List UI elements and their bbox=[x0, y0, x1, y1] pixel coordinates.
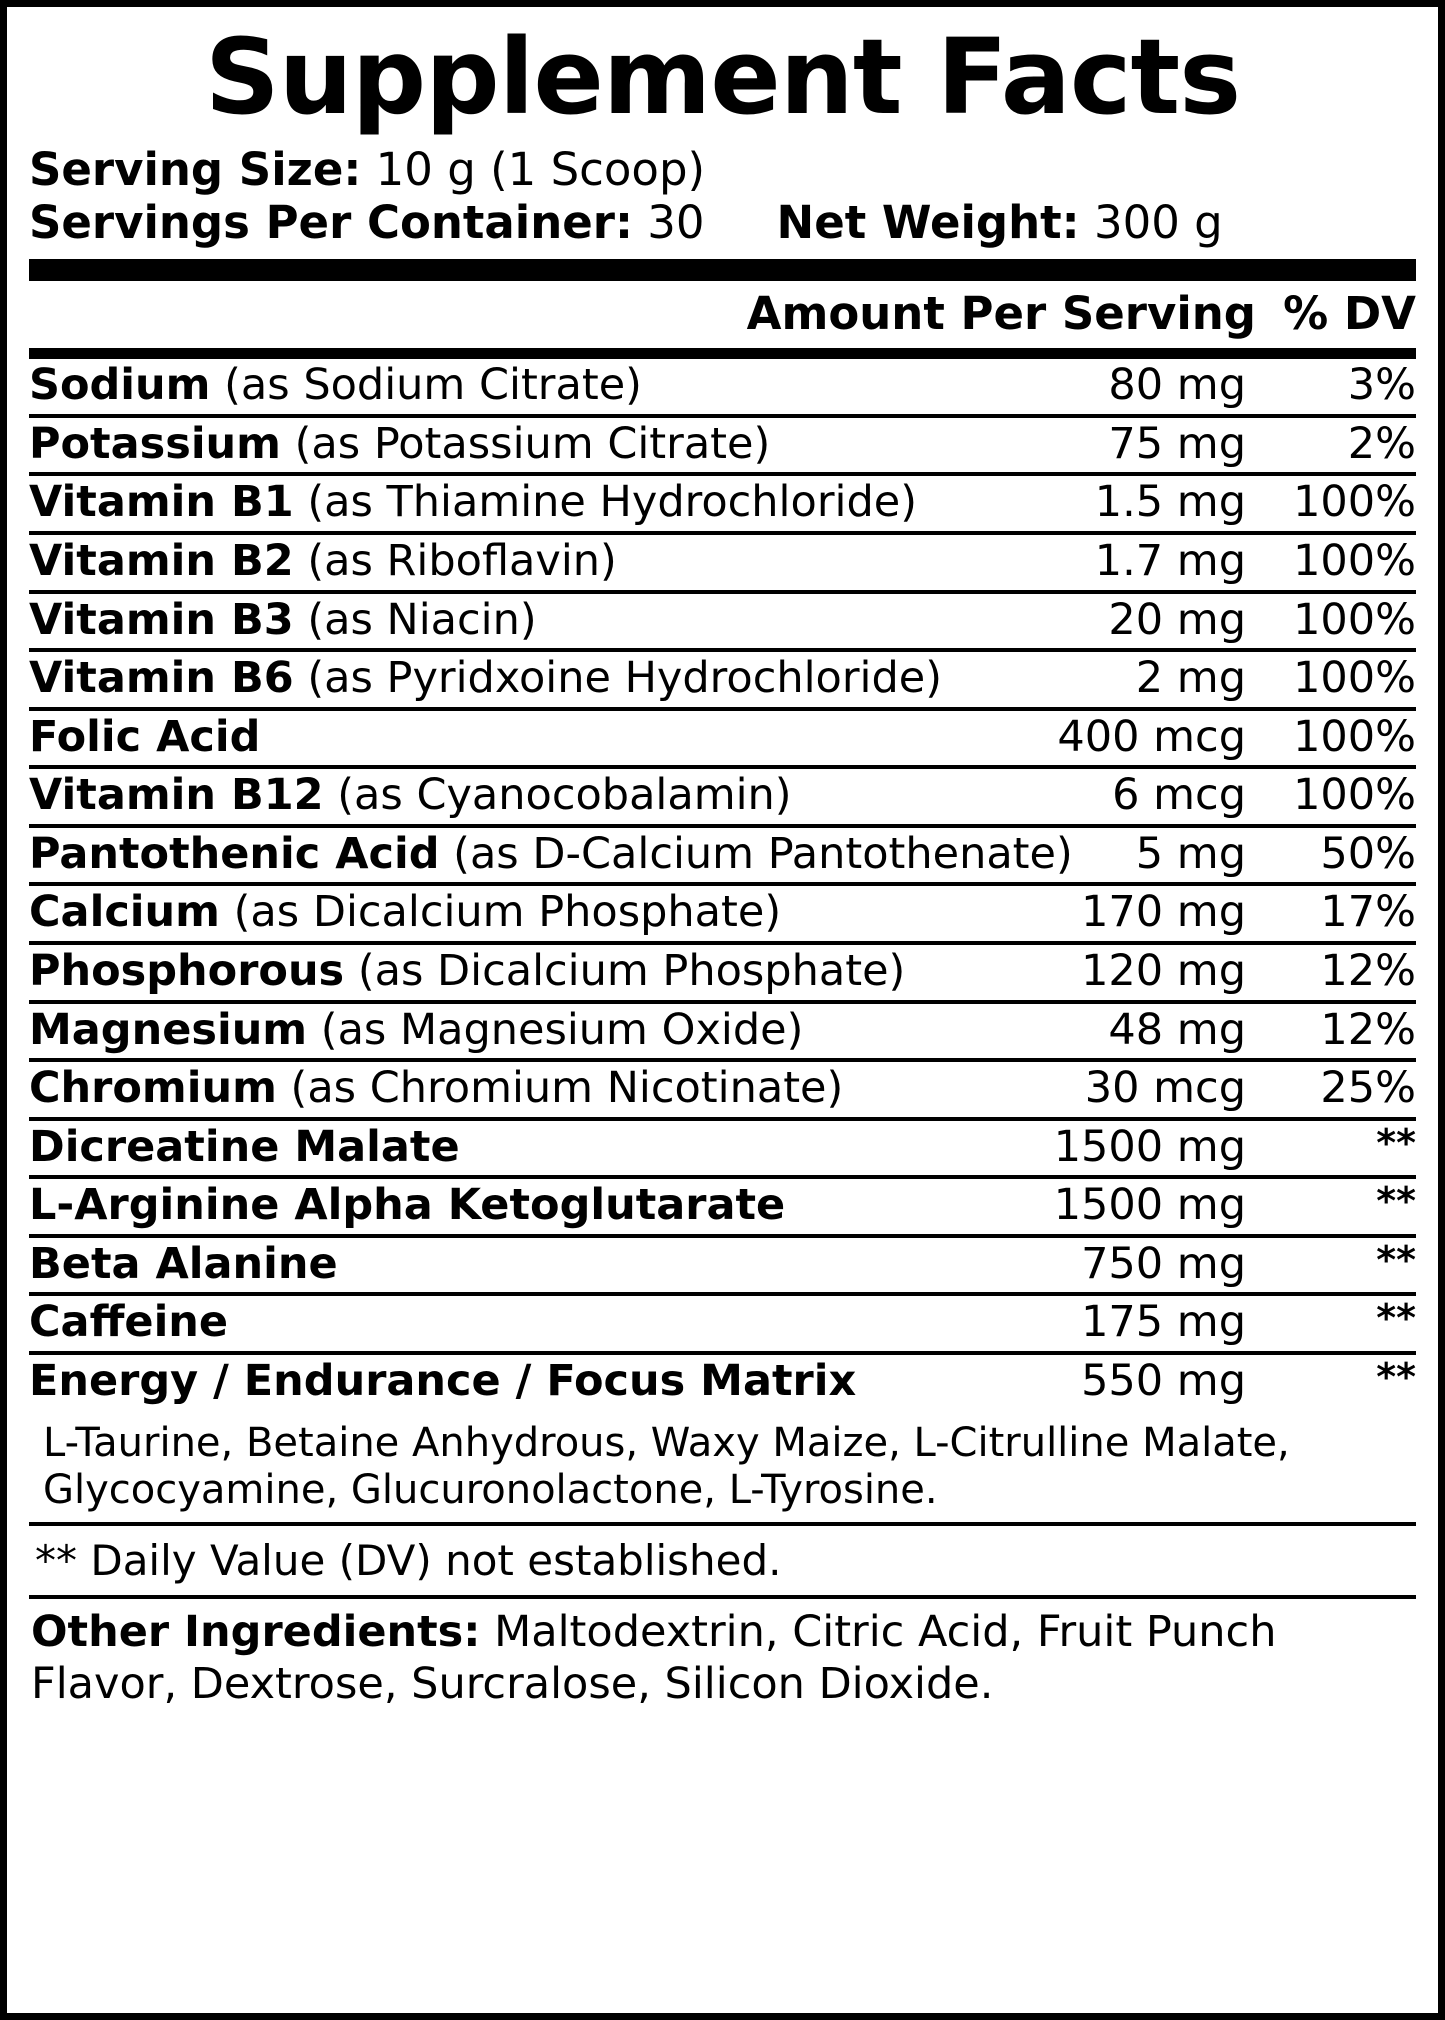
nutrient-name: Magnesium bbox=[29, 1004, 308, 1055]
nutrient-name: Energy / Endurance / Focus Matrix bbox=[29, 1356, 857, 1407]
nutrient-name: Phosphorous bbox=[29, 945, 345, 996]
nutrient-dv: 25% bbox=[1246, 1060, 1416, 1119]
nutrient-name: Chromium bbox=[29, 1063, 277, 1114]
nutrient-name: Beta Alanine bbox=[29, 1238, 338, 1289]
nutrient-name-cell bbox=[29, 1294, 946, 1353]
nutrient-amount: 550 mg bbox=[1081, 1356, 1246, 1407]
nutrient-source: (as Dicalcium Phosphate) bbox=[219, 887, 782, 938]
table-row bbox=[29, 709, 1416, 768]
nutrient-name-cell bbox=[29, 943, 946, 1002]
nutrient-source: (as Pyridxoine Hydrochloride) bbox=[293, 653, 942, 704]
nutrient-amount: 20 mg bbox=[946, 592, 1246, 651]
nutrient-dv: ** bbox=[1246, 1236, 1416, 1295]
table-row bbox=[29, 533, 1416, 592]
nutrient-name: L-Arginine Alpha Ketoglutarate bbox=[29, 1180, 786, 1231]
serving-size-value: 10 g (1 Scoop) bbox=[375, 143, 706, 196]
nutrient-amount: 400 mcg bbox=[946, 709, 1246, 768]
nutrient-amount: 750 mg bbox=[946, 1236, 1246, 1295]
nutrient-amount: 80 mg bbox=[946, 359, 1246, 416]
nutrient-name-cell bbox=[29, 1236, 946, 1295]
nutrient-source: (as Cyanocobalamin) bbox=[323, 770, 792, 821]
nutrient-dv: 17% bbox=[1246, 884, 1416, 943]
table-row bbox=[29, 1294, 1416, 1353]
nutrient-name: Vitamin B1 bbox=[29, 477, 294, 528]
net-weight-label: Net Weight: bbox=[776, 196, 1080, 250]
page-title: Supplement Facts bbox=[204, 16, 1241, 138]
nutrient-name-cell bbox=[29, 1002, 946, 1061]
nutrient-amount: 175 mg bbox=[946, 1294, 1246, 1353]
nutrient-source: (as Potassium Citrate) bbox=[280, 418, 771, 469]
table-row bbox=[29, 1119, 1416, 1178]
servings-per-container-value: 30 bbox=[647, 196, 705, 250]
daily-value-note: ** Daily Value (DV) not established. bbox=[35, 1535, 782, 1585]
nutrient-dv: 50% bbox=[1246, 826, 1416, 885]
nutrient-source: (as Sodium Citrate) bbox=[210, 360, 642, 411]
nutrient-dv: 100% bbox=[1246, 474, 1416, 533]
nutrient-source: (as Dicalcium Phosphate) bbox=[344, 945, 906, 996]
servings-per-container-line bbox=[29, 196, 1416, 249]
serving-size-line bbox=[29, 143, 1416, 196]
nutrient-name-cell bbox=[29, 533, 946, 592]
nutrient-dv: ** bbox=[1246, 1119, 1416, 1178]
nutrient-name-cell bbox=[29, 474, 946, 533]
table-row bbox=[29, 767, 1416, 826]
nutrient-amount: 120 mg bbox=[946, 943, 1246, 1002]
nutrient-name-cell bbox=[29, 1119, 946, 1178]
nutrient-name: Vitamin B6 bbox=[29, 653, 294, 704]
nutrient-name: Vitamin B3 bbox=[29, 594, 294, 645]
nutrient-name-cell bbox=[29, 1060, 946, 1119]
nutrient-dv: 12% bbox=[1246, 943, 1416, 1002]
nutrients-table bbox=[29, 359, 1416, 1409]
nutrient-name: Vitamin B12 bbox=[29, 770, 324, 821]
nutrient-amount: 48 mg bbox=[946, 1002, 1246, 1061]
nutrient-name-cell bbox=[29, 884, 946, 943]
header-amount-per-serving: Amount Per Serving bbox=[746, 287, 1256, 341]
nutrient-dv: 12% bbox=[1246, 1002, 1416, 1061]
nutrient-amount: 30 mcg bbox=[946, 1060, 1246, 1119]
nutrient-amount: 2 mg bbox=[946, 650, 1246, 709]
nutrient-name: Calcium bbox=[29, 887, 220, 938]
nutrient-amount: 6 mcg bbox=[946, 767, 1246, 826]
table-row bbox=[29, 359, 1416, 416]
table-row bbox=[29, 1236, 1416, 1295]
other-ingredients-label: Other Ingredients: bbox=[31, 1606, 481, 1657]
nutrient-dv: 100% bbox=[1246, 533, 1416, 592]
nutrient-name-cell bbox=[29, 1353, 946, 1410]
nutrient-source: (as D-Calcium Pantothenate) bbox=[439, 828, 1073, 879]
nutrient-name-cell bbox=[29, 767, 946, 826]
matrix-ingredients: L-Taurine, Betaine Anhydrous, Waxy Maize, L-Citrulline Malate, Glycocyamine, Glucuronolactone, L-Tyrosine. bbox=[29, 1410, 1416, 1526]
table-row bbox=[29, 884, 1416, 943]
nutrient-source: (as Thiamine Hydrochloride) bbox=[293, 477, 917, 528]
nutrient-name-cell bbox=[29, 709, 946, 768]
other-ingredients bbox=[29, 1599, 1416, 1710]
nutrient-name-cell bbox=[29, 592, 946, 651]
table-row bbox=[29, 1353, 1416, 1410]
nutrient-source: (as Chromium Nicotinate) bbox=[276, 1063, 844, 1114]
nutrient-name: Folic Acid bbox=[29, 711, 261, 762]
table-row bbox=[29, 943, 1416, 1002]
table-row bbox=[29, 650, 1416, 709]
net-weight-value: 300 g bbox=[1093, 196, 1223, 250]
nutrient-name: Sodium bbox=[29, 360, 211, 411]
divider-thick-top bbox=[29, 259, 1416, 281]
nutrient-amount: 1.5 mg bbox=[946, 474, 1246, 533]
nutrient-name-cell bbox=[29, 826, 1073, 885]
nutrient-name: Potassium bbox=[29, 418, 281, 469]
table-row bbox=[29, 592, 1416, 651]
serving-size-label: Serving Size: bbox=[29, 143, 362, 196]
nutrient-name-cell bbox=[29, 359, 946, 416]
nutrient-name: Caffeine bbox=[29, 1297, 229, 1348]
nutrient-name: Vitamin B2 bbox=[29, 535, 294, 586]
nutrient-name-cell bbox=[29, 416, 946, 475]
other-ingredients-value: Maltodextrin, Citric Acid, Fruit Punch Flavor, Dextrose, Surcralose, Silicon Dioxide. bbox=[31, 1606, 1277, 1709]
nutrient-source: (as Magnesium Oxide) bbox=[307, 1004, 804, 1055]
table-row bbox=[29, 1177, 1416, 1236]
nutrient-amount: 1500 mg bbox=[946, 1177, 1246, 1236]
column-headers bbox=[29, 281, 1416, 348]
nutrient-name-cell bbox=[29, 650, 946, 709]
nutrient-dv: 100% bbox=[1246, 709, 1416, 768]
nutrient-amount: 1500 mg bbox=[946, 1119, 1246, 1178]
nutrient-dv: 3% bbox=[1246, 359, 1416, 416]
nutrient-name: Dicreatine Malate bbox=[29, 1121, 460, 1172]
nutrient-dv: 100% bbox=[1246, 592, 1416, 651]
nutrient-name: Pantothenic Acid bbox=[29, 828, 440, 879]
header-percent-dv: % DV bbox=[1283, 287, 1416, 341]
servings-per-container-label: Servings Per Container: bbox=[29, 196, 633, 250]
nutrient-source: (as Niacin) bbox=[293, 594, 537, 645]
table-row bbox=[29, 826, 1416, 885]
nutrient-dv: ** bbox=[1246, 1294, 1416, 1353]
table-row bbox=[29, 416, 1416, 475]
nutrient-dv: 2% bbox=[1246, 416, 1416, 475]
nutrient-amount: 5 mg bbox=[946, 826, 1246, 885]
nutrient-amount: 170 mg bbox=[946, 884, 1246, 943]
nutrient-dv: 100% bbox=[1246, 650, 1416, 709]
nutrient-amount: 75 mg bbox=[946, 416, 1246, 475]
nutrient-source: (as Riboflavin) bbox=[293, 535, 617, 586]
table-row bbox=[29, 474, 1416, 533]
nutrient-name-cell bbox=[29, 1177, 946, 1236]
table-row bbox=[29, 1060, 1416, 1119]
nutrient-dv: 100% bbox=[1246, 767, 1416, 826]
nutrient-dv: ** bbox=[1376, 1355, 1416, 1400]
nutrient-amount: 1.7 mg bbox=[946, 533, 1246, 592]
nutrient-dv: ** bbox=[1246, 1177, 1416, 1236]
nutrients-table-body bbox=[29, 359, 1416, 1409]
divider-mid bbox=[29, 348, 1416, 359]
table-row bbox=[29, 1002, 1416, 1061]
